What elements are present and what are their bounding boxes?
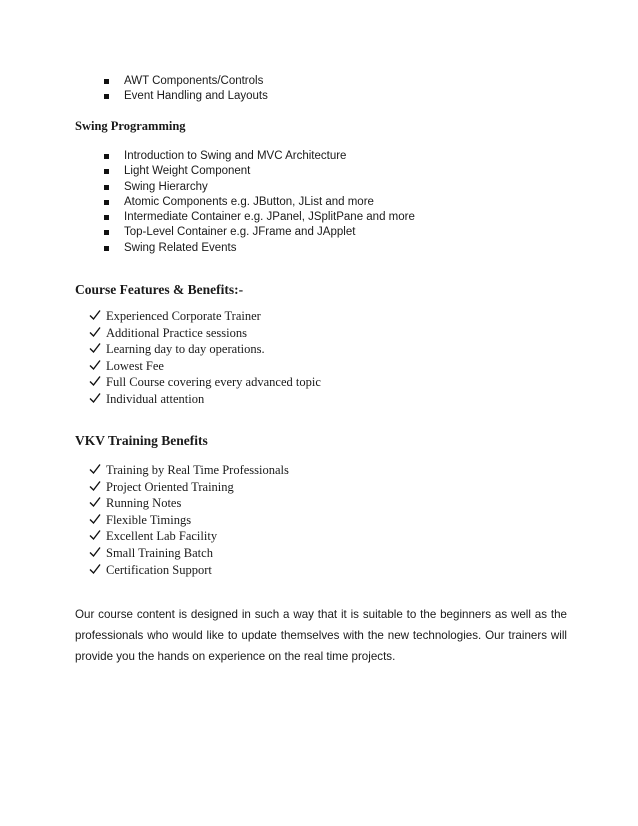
square-bullet-icon	[104, 215, 109, 220]
list-item	[104, 74, 268, 89]
list-item	[89, 545, 289, 562]
list-item	[104, 225, 415, 240]
square-bullet-icon	[104, 230, 109, 235]
list-item	[104, 195, 415, 210]
list-item	[89, 325, 321, 342]
checkmark-icon	[89, 342, 101, 354]
closing-paragraph: Our course content is designed in such a way that it is suitable to the beginners as well as the professionals who would like to update themselves with the new technologies. Our trainers will provide you the hands on experience on the real time projects.	[75, 608, 567, 663]
vkv-check-list	[89, 462, 289, 578]
features-heading: Course Features & Benefits:-	[75, 282, 244, 297]
list-item-text: Event Handling and Layouts	[124, 90, 268, 103]
checkmark-icon	[89, 375, 101, 387]
checkmark-icon	[89, 392, 101, 404]
list-item	[89, 528, 289, 545]
checkmark-icon	[89, 326, 101, 338]
list-item	[89, 341, 321, 358]
list-item	[89, 512, 289, 529]
list-item	[89, 358, 321, 375]
square-bullet-icon	[104, 154, 109, 159]
list-item-text: Intermediate Container e.g. JPanel, JSplitPane and more	[124, 211, 415, 224]
checkmark-icon	[89, 359, 101, 371]
list-item-text: Swing Hierarchy	[124, 180, 208, 193]
list-item-text: Experienced Corporate Trainer	[106, 309, 261, 323]
checkmark-icon	[89, 529, 101, 541]
square-bullet-icon	[104, 246, 109, 251]
list-item-text: Introduction to Swing and MVC Architecture	[124, 150, 347, 162]
square-bullet-icon	[104, 94, 109, 99]
list-item	[104, 210, 415, 225]
list-item	[104, 164, 415, 179]
list-item	[89, 374, 321, 391]
list-item	[89, 391, 321, 408]
checkmark-icon	[89, 546, 101, 558]
checkmark-icon	[89, 463, 101, 475]
list-item-text: Swing Related Events	[124, 241, 237, 254]
checkmark-icon	[89, 513, 101, 525]
list-item-text: Small Training Batch	[106, 545, 213, 560]
checkmark-icon	[89, 480, 101, 492]
list-item-text: Flexible Timings	[106, 512, 192, 527]
top-bullet-list	[104, 74, 268, 105]
checkmark-icon	[89, 309, 101, 321]
swing-heading: Swing Programming	[75, 119, 186, 133]
square-bullet-icon	[104, 79, 109, 84]
list-item	[89, 479, 289, 496]
list-item-text: Top-Level Container e.g. JFrame and JApplet	[124, 226, 356, 239]
list-item-text: Learning day to day operations.	[106, 342, 265, 357]
list-item-text: Atomic Components e.g. JButton, JList and more	[124, 195, 374, 208]
features-check-list	[89, 308, 321, 408]
square-bullet-icon	[104, 185, 109, 190]
square-bullet-icon	[104, 200, 109, 205]
list-item-text: Individual attention	[106, 391, 205, 406]
list-item	[104, 89, 268, 104]
list-item-text: Lowest Fee	[106, 358, 164, 373]
list-item	[89, 308, 321, 325]
list-item-text: Running Notes	[106, 496, 182, 511]
list-item	[89, 562, 289, 579]
list-item-text: AWT Components/Controls	[124, 75, 264, 87]
list-item	[104, 241, 415, 256]
list-item-text: Additional Practice sessions	[106, 325, 247, 340]
swing-bullet-list	[104, 149, 415, 256]
vkv-heading: VKV Training Benefits	[75, 433, 208, 448]
list-item-text: Project Oriented Training	[106, 479, 234, 494]
checkmark-icon	[89, 496, 101, 508]
checkmark-icon	[89, 563, 101, 575]
list-item	[89, 462, 289, 479]
list-item	[89, 495, 289, 512]
list-item-text: Full Course covering every advanced topic	[106, 375, 321, 390]
list-item-text: Certification Support	[106, 562, 212, 577]
list-item-text: Light Weight Component	[124, 165, 251, 178]
list-item-text: Training by Real Time Professionals	[106, 463, 289, 477]
list-item	[104, 149, 415, 164]
list-item	[104, 180, 415, 195]
square-bullet-icon	[104, 169, 109, 174]
list-item-text: Excellent Lab Facility	[106, 529, 218, 544]
